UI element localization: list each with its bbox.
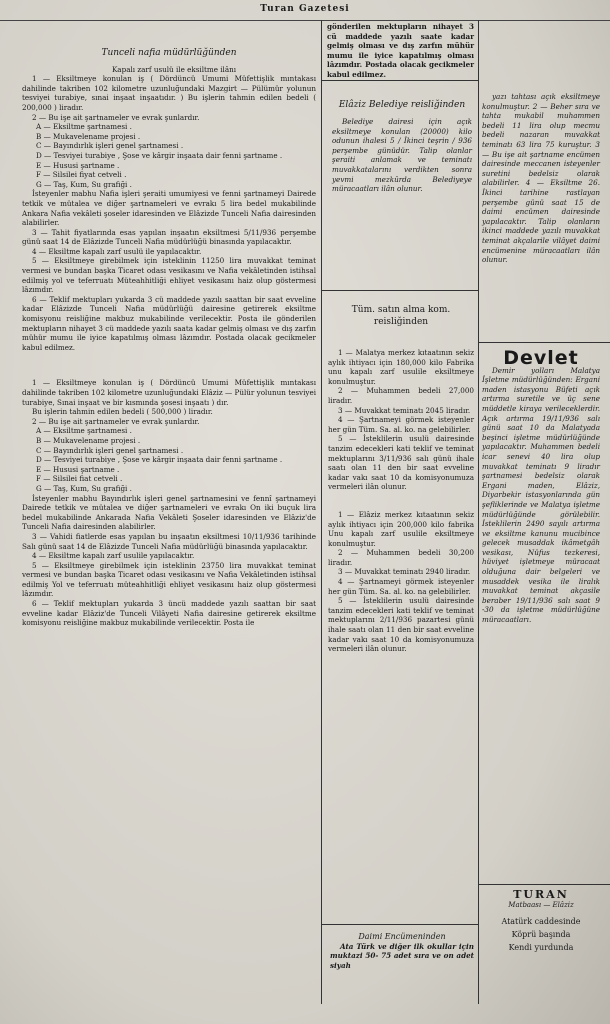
ad-line: 6 — Teklif mektupları yukarda 3 üncü maddede yazılı saattan bir saat evveline kadar Elâziz'de Tunceli Vilâyeti Nafia dairesine getirerek eksiltme komisyonu reisliğine makbuz mukabilinde verilecektir. Posta ile [22, 599, 316, 628]
section-rule [479, 342, 610, 343]
section-rule [479, 884, 610, 885]
continuation-text: gönderilen mektupların nihayet 3 cü maddede yazılı saate kadar gelmiş olması ve dış zarfın mühür mumu ile iyice kapatılmış olması lâzımdır. Postada olacak gecikmeler kabul edilmez. [327, 22, 474, 79]
turan-sub: Matbaası — Elâziz [508, 901, 574, 909]
turan-addr-3: Kendi yurdunda [508, 943, 574, 952]
ad-line: 4 — Eksiltme kapalı zarf usulile yapılacaktır. [32, 551, 195, 561]
nafia-ad-1 [22, 65, 316, 353]
page-header: Turan Gazetesi [0, 0, 610, 21]
ad-line: 3 — Vahidi fiatlerde esas yapılan bu inşaatın eksiltmesi 10/11/936 tarihinde Salı günü saat 14 de Elâzizde Tunceli Nafia müdürlüğü binasında yapılacaktır. [22, 531, 316, 551]
belediye-body: Belediye dairesi için açık eksiltmeye konulan (20000) kilo odunun ihalesi 5 / İkinci teşrin / 936 perşembe günüdür. Talip olanlar şeraiti anlamak ve teminatı muvakkatalarını verdikten sonra yevmi mezkûrda Belediyeye müracaatları ilân olunur. [332, 117, 472, 194]
tum-line: 1 — Malatya merkez kıtaatının sekiz aylık ihtiyacı için 180,000 kilo Fabrika unu kapalı zarf usulile eksiltmeye konulmuştur. [328, 348, 474, 386]
ad-line: E — Hususi şartname . [36, 464, 120, 474]
ad-line: B — Mukavelename projesi . [36, 131, 141, 141]
ad-line: 6 — Teklif mektupları yukarda 3 cü maddede yazılı saattan bir saat evveline kadar Elâzizde Tunceli Nafia müdürlüğü dairesine getirerek eksiltme komisyonu reisliğine makbuz mukabilinde verilecektir. Posta ile gönderilen mektupların nihayet 3 cü maddede yazılı saata kadar gelmiş olması ve dış zarfın mühür mumu ile iyice kapatılmış olması lâzımdır. Postada olacak gecikmeler kabul edilmez. [22, 294, 316, 352]
ad-line: C — Bayındırlık işleri genel şartnamesi . [36, 445, 184, 455]
ad-line: F — Silsilei fiyat cetveli . [36, 170, 127, 180]
tum-line: 5 — İsteklilerin usulü dairesinde tanzim edecekleri kati teklif ve teminat mektuplarını 3/11/936 salı günü ihale saatı olan 11 den bir saat evveline kadar vakı saat 10 da komisyonumuza vermeleri ilân olunur. [328, 434, 474, 492]
section-rule [322, 290, 478, 291]
ad-line: 2 — Bu işe ait şartnameler ve evrak şunlardır. [32, 112, 200, 122]
section-rule [322, 924, 478, 925]
belediye-ad [332, 95, 472, 285]
ad-line: 2 — Bu işe ait şartnameler ve evrak şunlardır. [32, 416, 200, 426]
ad-line: D — Tesviyei turabiye , Şose ve kârgir inşaata dair fenni şartname . [36, 150, 283, 160]
ad-line: Kapalı zarf usulü ile eksiltme ilânı [111, 64, 237, 74]
section-rule [322, 80, 478, 81]
continuation-text: yazı tahtası açık eksiltmeye konulmuştur. 2 — Beher sıra ve tahta mukabil muhammen bedeli 11 lira olup mecmu bedeli nazaran muvakkat teminatı 63 lira 75 kuruştur. 3 — Bu işe ait şartname encümen dairesinde meccanen isteyenler suretini bedelsiz olarak alabilirler. 4 — Eksiltme 26. İkinci tarihine rastlayan perşembe günü saat 15 de daimi encümen dairesinde yapılacaktır. Talip olanların ikinci maddede yazılı muvakkat teminat akçalarile vilâyet daimi encümenine müracaatları ilân olunur. [482, 92, 600, 265]
tum-line: 2 — Muhammen bedeli 27,000 liradır. [328, 386, 474, 405]
ad-line: B — Mukavelename projesi . [36, 435, 141, 445]
ad-line: 1 — Eksiltmeye konulan iş ( Dördüncü Umumi Müfettişlik mıntakası dahilinde takriben 102 kilometre uzunluğundaki Elâziz — Pülür yolunun tesviyei turabiye, Sınai inşaat ve bir kısmında şosesi inşaatı ) dır. [22, 378, 316, 407]
ad-line: F — Silsilei fiat cetveli . [36, 474, 123, 484]
ad-line: 4 — Eksiltme kapalı zarf usulü ile yapılacaktır. [32, 246, 202, 256]
ad-line: 5 — Eksiltmeye girebilmek için isteklinin 23750 lira muvakkat teminat vermesi ve bundan başka Ticaret odası vesikasını ve Nafia Vekâletinden istihsal edilmiş Yol ve teferruatı müteahhitliği ehliyet vesikasını haiz olup göstermesi lâzımdır. [22, 560, 316, 599]
tum-line: 2 — Muhammen bedeli 30,200 liradır. [328, 548, 474, 567]
devlet-title: Devlet [503, 347, 579, 369]
ad-line: 5 — Eksiltmeye girebilmek için isteklinin 11250 lira muvakkat teminat vermesi ve bundan başka Ticaret odası vesikasını ve Nafia vekâletinden istihsal edilmiş yol ve teferruatı Müteahhitliği ehliyet vesikasını haiz olup göstermesi lâzımdır. [22, 256, 316, 295]
column-1 [22, 46, 316, 996]
ad-line: İsteyenler mabhu Nafia işleri şeraiti umumiyesi ve fenni şartnameyi Dairede tetkik ve mütalea ve diğer şartnameleri ve evrakı 5 lira bedel mukabilinde Ankara Nafia vekâleti şoseler idaresinden ve Elâzizde Tunceli Nafia dairesinden alabilirler. [22, 189, 316, 228]
ad-line: 1 — Eksiltmeye konulan iş ( Dördüncü Umumi Müfettişlik mıntakası dahilinde takriben 102 kilometre uzunluğundaki Mazgirt — Pülümür yolunun tesviyei turabiye, sınai inşaat inşaatıdır. ) Bu işlerin tahmin edilen bedeli ( 200,000 ) liradır. [22, 74, 316, 112]
ad-line: A — Eksiltme şartnamesi . [36, 122, 132, 132]
ad-line: G — Taş, Kum, Su grafiği . [36, 483, 132, 493]
ad-line: C — Bayındırlık işleri genel şartnamesi . [36, 141, 184, 151]
column-rule [478, 20, 479, 1004]
column-rule [321, 20, 322, 1004]
tum-line: 3 — Muvakkat teminatı 2940 liradır. [338, 567, 471, 577]
ad-line: Bu işlerin tahmin edilen bedeli ( 500,000 ) liradır. [32, 407, 213, 417]
ad-line: 3 — Tahit fiyatlarında esas yapılan inşaatın eksiltmesi 5/11/936 perşembe günü saat 14 de Elâzizde Tunceli Nafia müdürlüğü binasında yapılacaktır. [22, 227, 316, 247]
tum-line: 3 — Muvakkat teminatı 2045 liradır. [338, 405, 471, 415]
col2-continuation [327, 22, 474, 79]
daimi-body: Ata Türk ve diğer ilk okullar için muktazi 50- 75 adet sıra ve on adet siyah [330, 941, 474, 970]
turan-addr-1: Atatürk caddesinde [501, 917, 581, 926]
devlet-ad [482, 348, 600, 888]
ad-line: G — Taş, Kum, Su grafiği . [36, 179, 132, 189]
daimi-title: Daimi Encümeninden [358, 932, 446, 941]
col3-continuation [482, 92, 600, 332]
ad-line: İsteyenler mabhu Bayındırlık işleri genel şartnamesini ve fennî şartnameyi Dairede tetkik ve mütalea ve diğer şartnameleri ve evrakı On iki buçuk lira bedel mukabilinde Ankarada Nafia Vekâleti Şoseler idaresinden ve Elâziz'de Tunceli Nafia dairesinden alabilirler. [22, 493, 316, 532]
turan-addr-2: Köprü başında [511, 930, 571, 939]
turan-masthead [482, 888, 600, 988]
tum-line: 1 — Elâziz merkez kıtaatının sekiz aylık ihtiyacı için 200,000 kilo fabrika Unu kapalı zarf usulile eksiltmeye konulmuştur. [328, 509, 474, 548]
ad-line: E — Hususi şartname . [36, 160, 120, 170]
tum-line: 4 — Şartnameyi görmek isteyenler her gün Tüm. Sa. al. ko. na gelebilirler. [328, 415, 474, 434]
ad-line: A — Eksiltme şartnamesi . [36, 426, 132, 436]
nafia-ad-2 [22, 378, 316, 627]
ad-line: D — Tesviyei turabiye , Şose ve kârgir inşaata dair fenni şartname . [36, 455, 283, 465]
tum-line: 5 — İsteklilerin usulü dairesinde tanzim edecekleri kati teklif ve teminat mektuplarını 2/11/936 pazartesi günü ihale saatı olan 11 den bir saat evveline kadar vakı saat 10 da komisyonumuza vermeleri ilân olunur. [328, 596, 474, 654]
turan-title: TURAN [513, 888, 569, 901]
devlet-body: Demir yolları Malatya İşletme müdürlüğünden: Ergani maden istasyonu Büfeti açık artırma suretile ve üç sene müddetle kiraya verileceklerdir. Açık artırma 19/11/936 salı günü saat 10 da Malatyada beşinci işletme müdürlüğünde yapılacaktır. Muhammen bedeli icar senevi 40 lira olup muvakkat teminatı 9 liradır şartnamesi bedelsiz olarak Ergani maden, Elâziz, Diyarbekir istasyonlarında gün şefliklerinde ve Malatya işletme müdürlüğünde görülebilir. İsteklilerin 2490 sayılı artırma ve eksiltme kanunu mucibince gelecek musaddak ikâmetgâh vesikası, Nüfus tezkeresi, hüviyet işletmeye müracaat olduğuna dair belgeleri ve musaddek vesika ile liralık muvakkat teminat akçasile beraber 19/11/936 salı saat 9 -30 da işletme müdürlüğüne müracaatları. [482, 365, 600, 625]
tum-title: Tüm. satın alma kom. reisliğinden [351, 305, 451, 327]
nafia-title: Tunceli nafia müdürlüğünden [101, 48, 237, 58]
tum-ad [328, 300, 474, 900]
daimi-ad [330, 932, 474, 992]
belediye-title: Elâziz Belediye reisliğinden [338, 100, 466, 110]
tum-line: 4 — Şartnameyi görmek isteyenler her gün Tüm. Sa. al. ko. na gelebilirler. [328, 577, 474, 596]
